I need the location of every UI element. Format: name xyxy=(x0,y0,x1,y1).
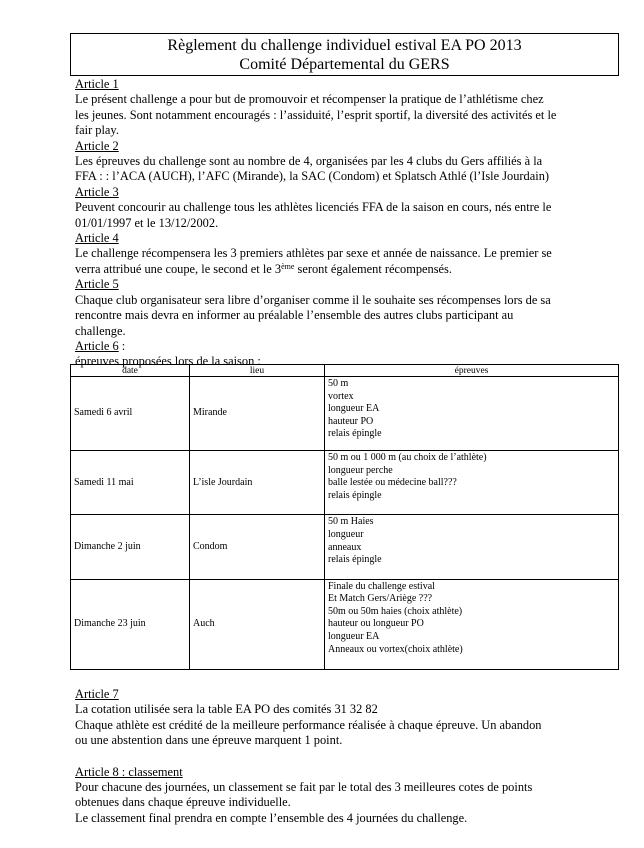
cell-date: Dimanche 23 juin xyxy=(71,579,190,669)
article-4-line: Le challenge récompensera les 3 premiers athlètes par sexe et année de naissance. Le premier se xyxy=(75,246,552,261)
epreuve-item: Et Match Gers/Ariège ??? xyxy=(328,593,433,605)
cell-epreuves xyxy=(325,377,619,451)
title-box xyxy=(70,33,619,76)
cell-lieu: L’isle Jourdain xyxy=(190,451,325,515)
epreuve-item: longueur xyxy=(328,529,364,541)
article-7-heading: Article 7 xyxy=(75,687,119,701)
spacer xyxy=(75,749,620,765)
article-4-text-a: verra attribué une coupe, le second et le 3 xyxy=(75,261,282,276)
article-1-heading: Article 1 xyxy=(75,77,119,91)
title-line-2: Comité Départemental du GERS xyxy=(239,56,450,73)
events-table xyxy=(70,364,619,670)
table-row xyxy=(71,579,619,669)
epreuve-item: longueur EA xyxy=(328,403,380,415)
epreuve-item: longueur EA xyxy=(328,631,380,643)
epreuve-item: Anneaux ou vortex(choix athlète) xyxy=(328,643,463,655)
table-header-row xyxy=(71,365,619,377)
epreuve-item: vortex xyxy=(328,390,354,402)
article-7-line: Chaque athlète est crédité de la meilleure performance réalisée à chaque épreuve. Un abandon xyxy=(75,717,542,732)
table-row xyxy=(71,377,619,451)
epreuve-item: relais épingle xyxy=(328,428,382,440)
article-5-line: challenge. xyxy=(75,323,126,338)
epreuve-item: 50 m Haies xyxy=(328,516,374,528)
article-7-line: ou une abstention dans une épreuve marquent 1 point. xyxy=(75,733,343,748)
header-epreuves: épreuves xyxy=(325,365,619,377)
article-1-line: les jeunes. Sont notamment encouragés : l’assiduité, l’esprit sportif, la diversité des activités et le xyxy=(75,107,557,122)
cell-epreuves xyxy=(325,515,619,579)
epreuve-item: anneaux xyxy=(328,541,362,553)
cell-date: Samedi 11 mai xyxy=(71,451,190,515)
epreuve-item: relais épingle xyxy=(328,490,382,502)
table-row xyxy=(71,515,619,579)
articles-lower xyxy=(75,687,620,826)
cell-lieu: Auch xyxy=(190,579,325,669)
cell-date: Samedi 6 avril xyxy=(71,377,190,451)
article-3-line: 01/01/1997 et le 13/12/2002. xyxy=(75,215,219,230)
article-4-heading: Article 4 xyxy=(75,231,119,246)
article-8-line: obtenues dans chaque épreuve individuelle. xyxy=(75,795,291,810)
article-2-line: FFA : : l’ACA (AUCH), l’AFC (Mirande), la SAC (Condom) et Splatsch Athlé (l’Isle Jourdain) xyxy=(75,169,550,184)
article-6-heading-suffix: : xyxy=(118,338,126,353)
article-6-intro: épreuves proposées lors de la saison : xyxy=(75,354,261,369)
article-5-heading: Article 5 xyxy=(75,277,119,292)
epreuve-item: 50m ou 50m haies (choix athlète) xyxy=(328,605,463,617)
cell-epreuves xyxy=(325,451,619,515)
article-8-line: Pour chacune des journées, un classement se fait par le total des 3 meilleures cotes de points xyxy=(75,780,533,795)
epreuve-item: longueur perche xyxy=(328,464,393,476)
title-line-1: Règlement du challenge individuel estival EA PO 2013 xyxy=(167,37,522,54)
epreuve-item: 50 m xyxy=(328,378,349,390)
article-6-heading-row xyxy=(75,339,620,354)
cell-lieu: Condom xyxy=(190,515,325,579)
epreuve-item: 50 m ou 1 000 m (au choix de l’athlète) xyxy=(328,452,487,464)
epreuve-item: balle lestée ou médecine ball??? xyxy=(328,477,457,489)
articles-body xyxy=(75,77,620,370)
article-5-line: Chaque club organisateur sera libre d’organiser comme il le souhaite ses récompenses lors de sa xyxy=(75,292,551,307)
cell-date: Dimanche 2 juin xyxy=(71,515,190,579)
article-1-line: fair play. xyxy=(75,123,119,138)
epreuve-item: hauteur ou longueur PO xyxy=(328,618,424,630)
article-1-line: Le présent challenge a pour but de promouvoir et récompenser la pratique de l’athlétisme chez xyxy=(75,92,544,107)
article-3-line: Peuvent concourir au challenge tous les athlètes licenciés FFA de la saison en cours, nés entre le xyxy=(75,200,552,215)
article-4-superscript: ème xyxy=(281,261,295,271)
article-3-heading: Article 3 xyxy=(75,184,119,199)
header-date: date xyxy=(71,365,190,377)
epreuve-item: relais épingle xyxy=(328,554,382,566)
header-lieu: lieu xyxy=(190,365,325,377)
table-row xyxy=(71,451,619,515)
epreuve-item: hauteur PO xyxy=(328,415,374,427)
article-7-line: La cotation utilisée sera la table EA PO des comités 31 32 82 xyxy=(75,702,378,717)
cell-epreuves xyxy=(325,579,619,669)
article-2-heading: Article 2 xyxy=(75,138,119,153)
article-6-heading: Article 6 xyxy=(75,338,119,353)
epreuve-item: Finale du challenge estival xyxy=(328,580,435,592)
cell-lieu: Mirande xyxy=(190,377,325,451)
article-8-line: Le classement final prendra en compte l’ensemble des 4 journées du challenge. xyxy=(75,810,468,825)
article-4-text-b: seront également récompensés. xyxy=(294,261,452,276)
article-2-line: Les épreuves du challenge sont au nombre de 4, organisées par les 4 clubs du Gers affiliés à la xyxy=(75,154,543,169)
article-8-heading: Article 8 : classement xyxy=(75,764,183,779)
article-5-line: rencontre mais devra en informer au préalable l’ensemble des autres clubs participant au xyxy=(75,308,514,323)
article-4-line xyxy=(75,262,620,277)
